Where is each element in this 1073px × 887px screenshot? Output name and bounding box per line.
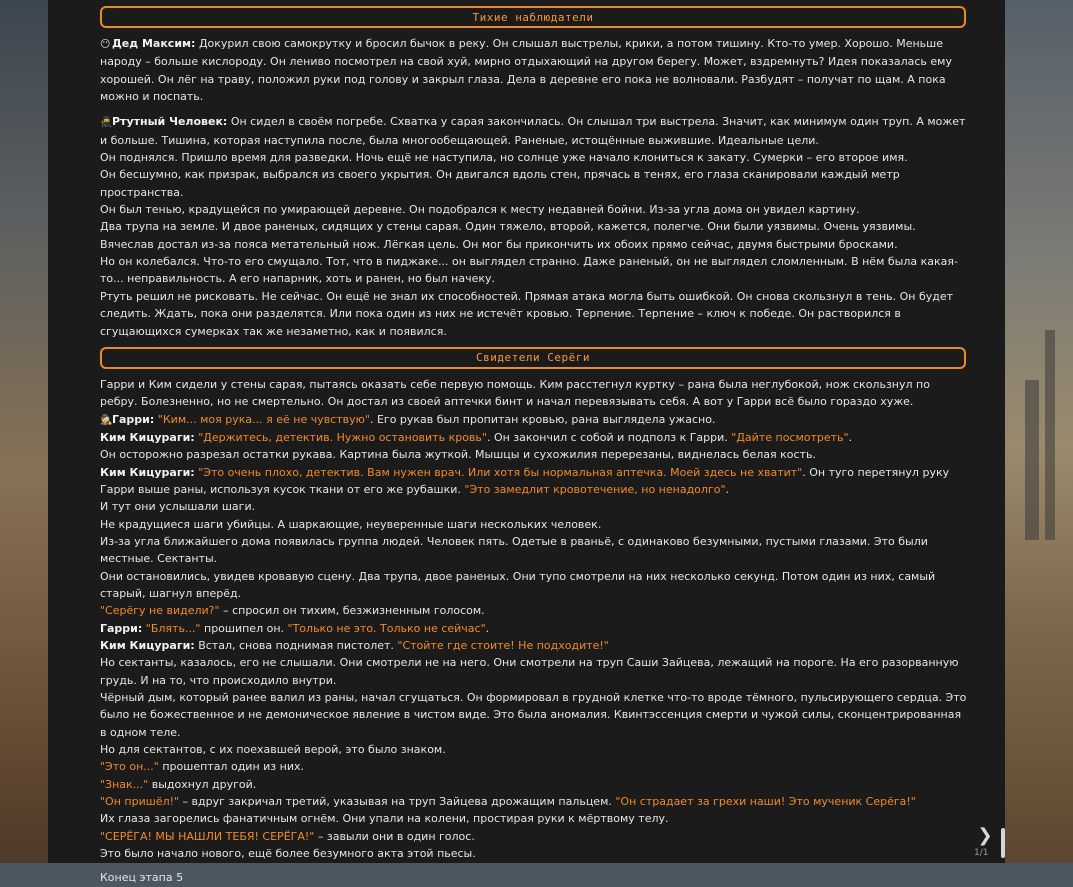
dialogue-quote: "Он пришёл!" xyxy=(100,795,180,809)
story-paragraph: Их глаза загорелись фанатичным огнём. Они упали на колени, простирая руки к мёртвому телу. xyxy=(100,812,669,826)
story-paragraph: Но для сектантов, с их поехавшей верой, это было знаком. xyxy=(100,743,446,757)
narration: . xyxy=(725,482,729,496)
story-paragraph: Гарри и Ким сидели у стены сарая, пытаясь оказать себе первую помощь. Ким расстегнул куртку – рана была неглубокой, нож скользнул по ребру. Болезненно, но не смертельно. Он достал из своей аптечки бинт и начал перевязывать себя. А вот у Гарри всё было гораздо хуже. xyxy=(100,377,930,409)
speaker-name: Ртутный Человек: xyxy=(112,115,228,129)
section-header-seryoga xyxy=(100,347,966,369)
narration: Встал, снова поднимая пистолет. xyxy=(194,639,394,652)
narration: – спросил он тихим, безжизненным голосом. xyxy=(219,604,485,618)
story-dialogue xyxy=(100,602,968,619)
story-paragraph: Они остановились, увидев кровавую сцену. Два трупа, двое раненых. Они тупо смотрели на них несколько секунд. Потом один из них, самый старый, шагнул вперёд. xyxy=(100,569,936,600)
story-dialogue xyxy=(100,776,968,793)
swipe-counter: 1/1 xyxy=(974,848,989,858)
dialogue-quote: "Знак..." xyxy=(100,777,149,791)
section-title: Тихие наблюдатели xyxy=(472,10,594,24)
message-paragraph: Он бесшумно, как призрак, выбрался из своего укрытия. Он двигался вдоль стен, прячась в тенях, его глаза сканировали каждый метр пространства. xyxy=(100,168,900,199)
story-dialogue xyxy=(100,637,968,654)
message-ded-maksim xyxy=(100,35,968,105)
dialogue-quote: "Дайте посмотреть" xyxy=(731,430,849,444)
dialogue-quote: "Ким... моя рука... я её не чувствую" xyxy=(157,412,370,426)
background-right xyxy=(1005,0,1073,863)
stage-end-label: Конец этапа 5 xyxy=(100,871,184,885)
ninja-emoji-icon: 🥷 xyxy=(100,117,113,129)
narration: . Его рукав был пропитан кровью, рана выглядела ужасно. xyxy=(369,412,716,426)
speaker-name: Ким Кицураги: xyxy=(100,639,195,652)
story-paragraph: Но сектанты, казалось, его не слышали. Они смотрели не на него. Они смотрели на труп Саши Зайцева, лежащий на пороге. На его разорванную грудь. И на то, что происходило внутри. xyxy=(100,656,959,687)
dialogue-quote: "Он страдает за грехи наши! Это мученик Серёга!" xyxy=(615,795,916,809)
message-paragraph: Ртуть решил не рисковать. Не сейчас. Он ещё не знал их способностей. Прямая атака могла быть ошибкой. Он снова скользнул в тень. Он будет следить. Ждать, пока они разделятся. Или пока один из них не истечёт кровью. Терпение. Терпение – ключ к победе. Он растворился в сгущающихся сумерках так же незаметно, как и появился. xyxy=(100,289,954,338)
section-title: Свидетели Серёги xyxy=(476,351,590,365)
narration: прошептал один из них. xyxy=(158,760,304,774)
message-text: Он сидел в своём погребе. Схватка у сарая закончилась. Он слышал три выстрела. Значит, как минимум один труп. А может и больше. Тишина, которая наступила после, была многообещающей. Раненые, истощённые выжившие. Идеальные цели. xyxy=(100,115,966,147)
narration: . Он туго перетянул руку Гарри выше раны, используя кусок ткани от его же рубашки. xyxy=(100,465,950,496)
story-dialogue xyxy=(100,620,968,637)
story-paragraph: Из-за угла ближайшего дома появилась группа людей. Человек пять. Одетые в рваньё, с одинаково безумными, пустыми глазами. Это были местные. Сектанты. xyxy=(100,534,928,566)
next-swipe-button[interactable]: ❯ xyxy=(977,825,993,846)
message-paragraph: Вячеслав достал из-за пояса метательный нож. Лёгкая цель. Он мог бы прикончить их обоих прямо сейчас, двумя быстрыми бросками. xyxy=(100,237,898,251)
story-dialogue xyxy=(100,429,968,446)
dialogue-quote: "Блять..." xyxy=(145,621,201,635)
narration: прошипел он. xyxy=(200,621,285,635)
dialogue-quote: "Это он..." xyxy=(100,760,159,774)
narration: выдохнул другой. xyxy=(148,777,257,791)
dialogue-quote: "Серёгу не видели?" xyxy=(100,604,220,618)
speaker-name: Ким Кицураги: xyxy=(100,465,195,479)
message-paragraph: Но он колебался. Что-то его смущало. Тот, что в пиджаке... он выглядел странно. Даже раненый, он не выглядел сломленным. В нём была какая-то... неправильность. А его напарник, хоть и ранен, но был начеку. xyxy=(100,255,958,286)
story-paragraph: Не крадущиеся шаги убийцы. А шаркающие, неуверенные шаги нескольких человек. xyxy=(100,517,602,531)
story-dialogue xyxy=(100,464,968,499)
message-paragraph: Он был тенью, крадущейся по умирающей деревне. Он подобрался к месту недавней бойни. Из-за угла дома он увидел картину. xyxy=(100,203,860,217)
scrollbar-thumb[interactable] xyxy=(1001,828,1005,858)
narration: . Он закончил с собой и подполз к Гарри. xyxy=(486,430,728,444)
story-paragraph: Он осторожно разрезал остатки рукава. Картина была жуткой. Мышцы и сухожилия перерезаны, виднелась белая кость. xyxy=(100,448,816,462)
detective-emoji-icon: 🕵 xyxy=(100,414,113,426)
ruin-silhouette xyxy=(1045,330,1055,540)
narration: . xyxy=(485,621,490,635)
story-dialogue xyxy=(100,828,968,845)
dialogue-quote: "Это очень плохо, детектив. Вам нужен врач. Или хотя бы нормальная аптечка. Моей здесь не хватит" xyxy=(198,465,803,479)
speaker-name: Дед Максим: xyxy=(112,37,196,50)
story-paragraph: И тут они услышали шаги. xyxy=(100,500,256,514)
dialogue-quote: "Держитесь, детектив. Нужно остановить кровь" xyxy=(198,430,487,444)
dialogue-quote: "СЕРЁГА! МЫ НАШЛИ ТЕБЯ! СЕРЁГА!" xyxy=(100,829,315,843)
message-text: Докурил свою самокрутку и бросил бычок в реку. Он слышал выстрелы, крики, а потом тишину. Кто-то умер. Хорошо. Меньше народу – больше кислороду. Он лениво посмотрел на свой хуй, мирно отдыхающий на другом берегу. Может, вздремнуть? Идея показалась ему хорошей. Он лёг на траву, положил руки под голову и закрыл глаза. Дела в деревне его пока не волновали. Разбудят – получат по щам. А пока можно и поспать. xyxy=(100,37,952,104)
dialogue-quote: "Стойте где стоите! Не подходите!" xyxy=(397,639,609,652)
story-paragraph: Это было начало нового, ещё более безумного акта этой пьесы. xyxy=(100,847,476,861)
message-rtut-intro xyxy=(100,113,968,149)
swipe-nav xyxy=(976,826,996,866)
speaker-name: Гарри: xyxy=(112,412,155,426)
speaker-name: Гарри: xyxy=(100,621,143,635)
narration: – вдруг закричал третий, указывая на труп Зайцева дрожащим пальцем. xyxy=(179,795,612,809)
story-dialogue xyxy=(100,758,968,775)
dialogue-quote: "Это замедлит кровотечение, но ненадолго" xyxy=(464,482,726,496)
dialogue-quote: "Только не это. Только не сейчас" xyxy=(287,621,486,635)
narration: . xyxy=(848,430,853,444)
chat-panel xyxy=(48,0,1005,885)
background-left xyxy=(0,0,48,863)
speaker-name: Ким Кицураги: xyxy=(100,430,195,444)
story-dialogue xyxy=(100,793,968,810)
section-header-observers xyxy=(100,6,966,28)
face-emoji-icon: 😶 xyxy=(100,39,111,50)
ruin-silhouette xyxy=(1025,380,1039,540)
message-paragraph: Два трупа на земле. И двое раненых, сидящих у стены сарая. Один тяжело, второй, кажется, полегче. Они были уязвимы. Очень уязвимы. xyxy=(100,220,916,234)
story-paragraph: Чёрный дым, который ранее валил из раны, начал сгущаться. Он формировал в грудной клетке что-то вроде тёмного, пульсирующего сердца. Это было не божественное и не демоническое явление в чистом виде. Это была аномалия. Квинтэссенция смерти и чужой силы, сконцентрированная в одном теле. xyxy=(100,691,967,739)
message-paragraph: Он поднялся. Пришло время для разведки. Ночь ещё не наступила, но солнце уже начало клониться к закату. Сумерки – его второе имя. xyxy=(100,151,908,165)
story-dialogue xyxy=(100,411,968,429)
narration: – завыли они в один голос. xyxy=(314,829,475,843)
